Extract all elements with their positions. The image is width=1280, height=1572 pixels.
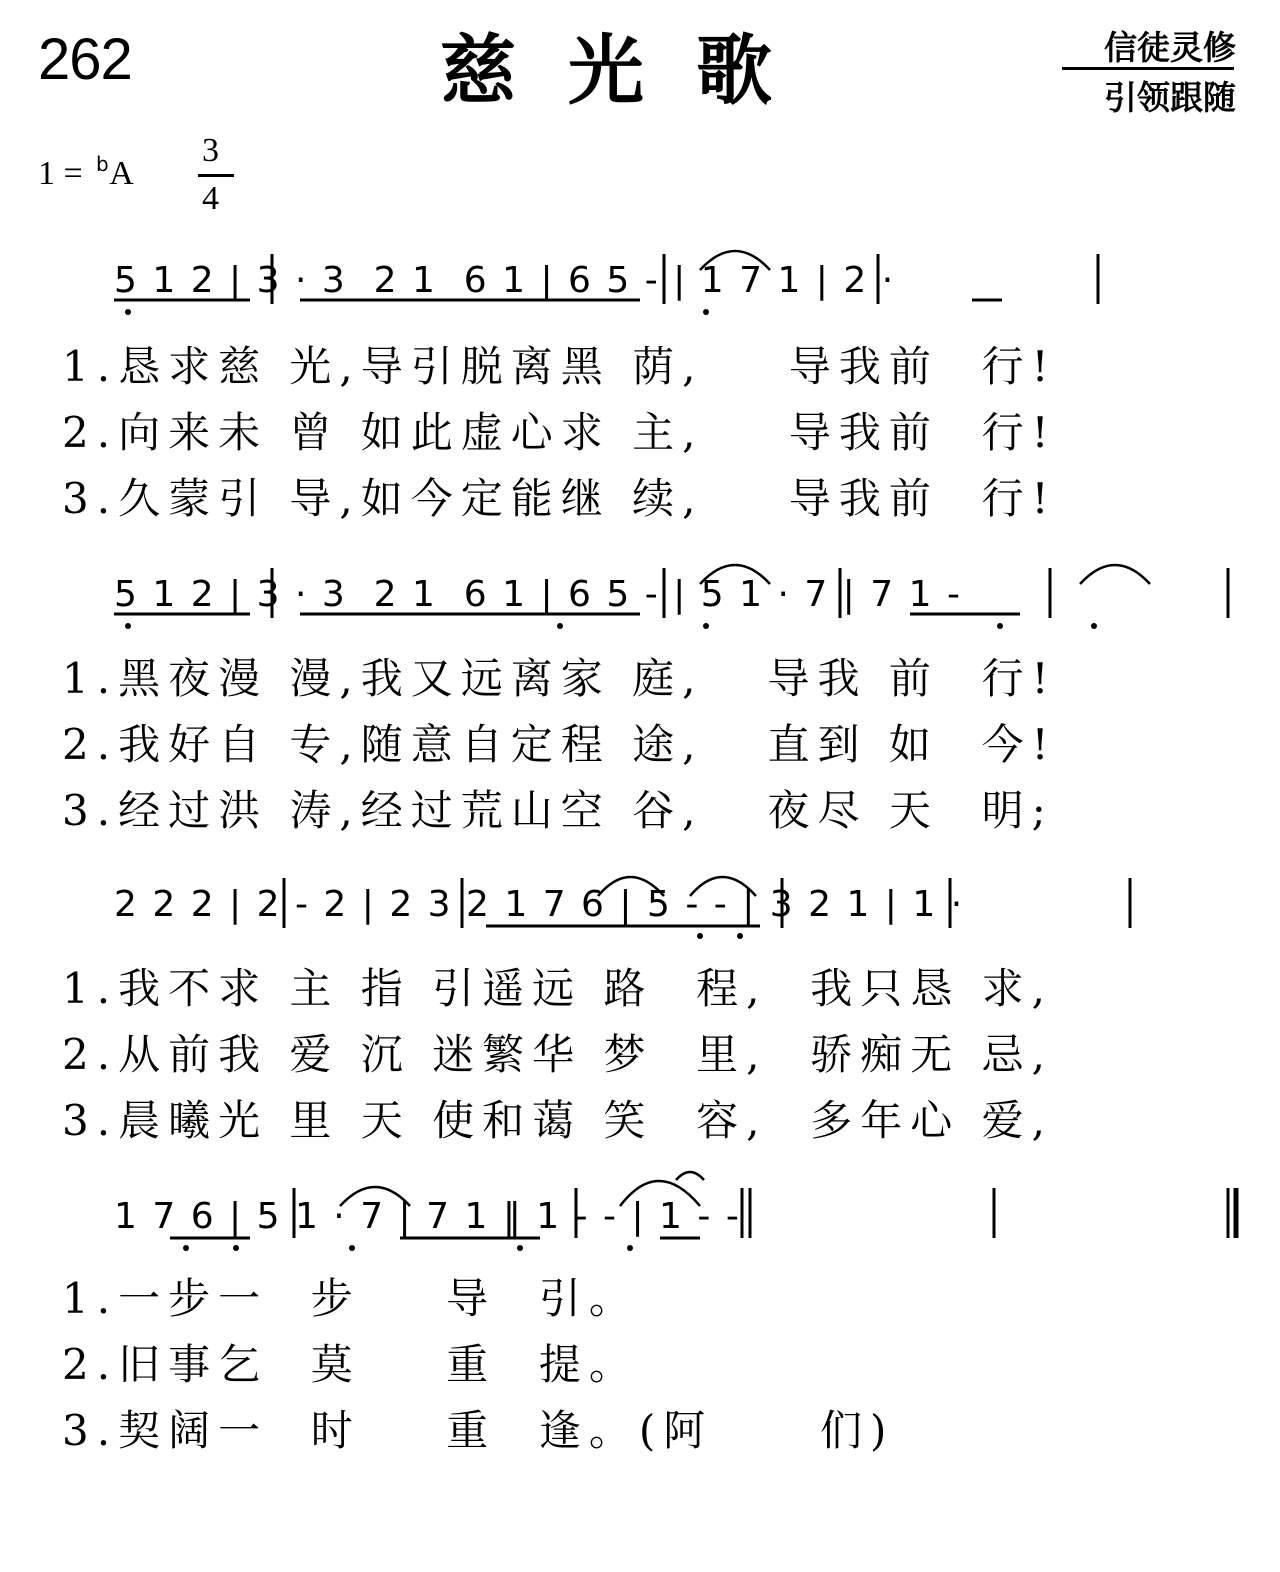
slur-5 — [690, 877, 756, 896]
key-label: 1 = — [38, 155, 92, 192]
slurs — [340, 251, 1150, 1206]
lyrics-s1-v3: 3.久蒙引 导,如今定能继 续, 导我前 行! — [62, 474, 1057, 523]
lyrics-s1-v2: 2.向来未 曾 如此虚心求 主, 导我前 行! — [62, 408, 1057, 457]
lyrics-s3-v2: 2.从前我 爱 沉 迷繁华 梦 里, 骄痴无 忌, — [62, 1030, 1053, 1079]
lyrics-s4-v3: 3.契阔一 时 重 逢。(阿 们) — [62, 1406, 895, 1455]
lyrics-s3-v1: 1.我不求 主 指 引遥远 路 程, 我只恳 求, — [62, 964, 1053, 1013]
fermata-arc — [676, 1172, 704, 1180]
category-bottom: 引领跟随 — [1104, 78, 1236, 117]
lyrics-s2-v2: 2.我好自 专,随意自定程 途, 直到 如 今! — [62, 720, 1057, 769]
lyrics-s3-v3: 3.晨曦光 里 天 使和蔼 笑 容, 多年心 爱, — [62, 1096, 1053, 1145]
fermata — [676, 1172, 704, 1180]
slur-4 — [598, 877, 664, 896]
time-signature-top: 3 — [202, 132, 219, 169]
notes-line-4: 1 7 6 | 5 1 · 7 | 7 1 ‖ 1 - - | 1 - - — [114, 1196, 741, 1237]
lyrics-s2-v3: 3.经过洪 涛,经过荒山空 谷, 夜尽 天 明; — [62, 786, 1054, 835]
hymn-title: 慈光歌 — [440, 26, 824, 115]
lyrics-s1-v1: 1.恳求慈 光,导引脱离黑 荫, 导我前 行! — [62, 342, 1057, 391]
slur-2 — [700, 565, 770, 584]
octave-dots — [125, 309, 1097, 1251]
slur-7 — [620, 1181, 700, 1206]
lyrics-s4-v2: 2.旧事乞 莫 重 提。 — [62, 1340, 639, 1389]
slur-1 — [700, 251, 770, 270]
notes-line-3: 2 2 2 | 2 - 2 | 2 3 2 1 7 6 | 5 - - | 3 2 1 | 1 · — [114, 884, 965, 925]
category-top: 信徒灵修 — [1104, 28, 1236, 67]
lyrics-s2-v1: 1.黑夜漫 漫,我又远离家 庭, 导我 前 行! — [62, 654, 1057, 703]
notes-line-2: 5 1 2 | 3 · 3 2 1 6 1 | 6 5 - | 5 1 · 7 | 7 1 - — [114, 574, 962, 615]
lyrics-s4-v1: 1.一步一 步 导 引。 — [62, 1274, 639, 1323]
time-signature-bottom: 4 — [202, 180, 219, 217]
beam-underlines — [114, 300, 1020, 1238]
hymn-number: 262 — [38, 27, 132, 92]
slur-6 — [340, 1187, 410, 1206]
bar-lines — [272, 254, 1236, 1238]
slur-3 — [1080, 565, 1150, 584]
key-letter: A — [109, 155, 134, 192]
notes-line-1: 5 1 2 | 3 · 3 2 1 6 1 | 6 5 - | 1 7 1 | 2 · — [114, 260, 896, 301]
flat-sign: b — [96, 152, 109, 176]
